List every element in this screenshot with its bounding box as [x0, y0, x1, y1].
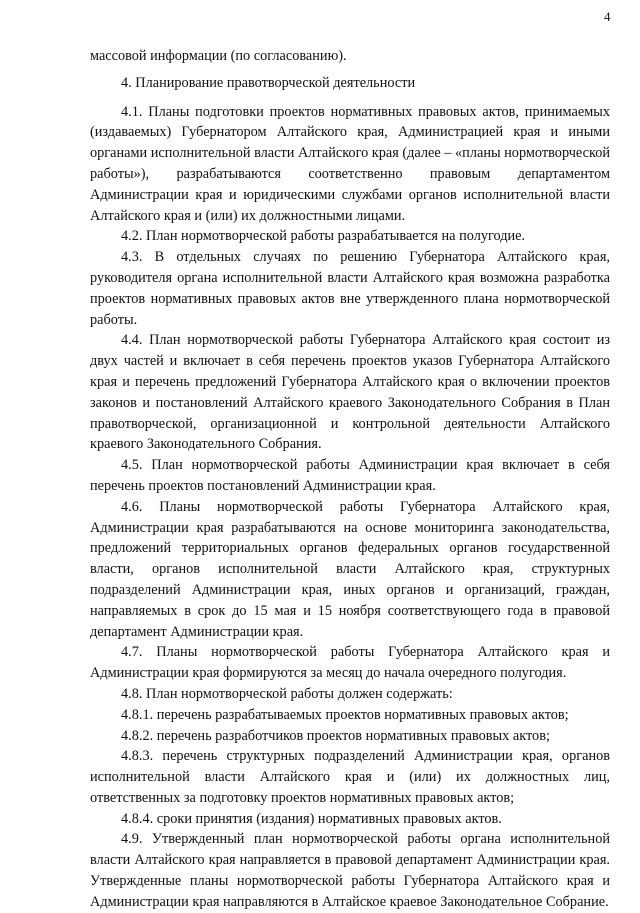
paragraph-4-2: 4.2. План нормотворческой работы разрабатывается на полугодие.: [121, 228, 526, 245]
paragraph-continuation: массовой информации (по согласованию).: [90, 48, 347, 64]
paragraph-4-8-4: 4.8.4. сроки принятия (издания) нормативных правовых актов.: [121, 810, 502, 827]
paragraph-4-8: 4.8. План нормотворческой работы должен содержать:: [121, 685, 453, 702]
section-heading: 4. Планирование правотворческой деятельности: [121, 74, 416, 91]
paragraph-4-3: 4.3. В отдельных случаях по решению Губернатора Алтайского края, руководителя органа исполнительной власти Алтайского края возможна разработка проектов нормативных правовых актов вне утвержденного плана нормотворческой работы.: [90, 249, 610, 328]
paragraph-4-8-2: 4.8.2. перечень разработчиков проектов нормативных правовых актов;: [121, 727, 550, 744]
document-body: [90, 46, 610, 913]
paragraph-4-9: 4.9. Утвержденный план нормотворческой работы органа исполнительной власти Алтайского края направляется в правовой департамент Администрации края. Утвержденные планы нормотворческой работы Губернатора Алтайского края и Администрации края направляются в Алтайское краевое Законодательное Собрание.: [90, 831, 610, 910]
page-number: 4: [604, 9, 611, 24]
paragraph-4-4: 4.4. План нормотворческой работы Губернатора Алтайского края состоит из двух частей и включает в себя перечень проектов указов Губернатора Алтайского края и перечень предложений Губернатора Алтайского края о включении проектов законов и постановлений Алтайского краевого Законодательного Собрания в План правотворческой, организационной и контрольной деятельности Алтайского краевого Законодательного Собрания.: [90, 332, 610, 453]
paragraph-4-7: 4.7. Планы нормотворческой работы Губернатора Алтайского края и Администрации края формируются за месяц до начала очередного полугодия.: [90, 644, 610, 682]
paragraph-4-8-1: 4.8.1. перечень разрабатываемых проектов нормативных правовых актов;: [121, 706, 569, 723]
paragraph-4-6: 4.6. Планы нормотворческой работы Губернатора Алтайского края, Администрации края разрабатываются на основе мониторинга законодательства, предложений территориальных органов федеральных органов государственной власти, органов исполнительной власти Алтайского края, структурных подразделений Администрации края, иных органов и организаций, граждан, направляемых в срок до 15 мая и 15 ноября соответствующего года в правовой департамент Администрации края.: [90, 498, 610, 640]
paragraph-4-1: 4.1. Планы подготовки проектов нормативных правовых актов, принимаемых (издаваемых) Губернатором Алтайского края, Администрацией края и иными органами исполнительной власти Алтайского края (далее – «планы нормотворческой работы»), разрабатываются соответственно правовым департаментом Администрации края и юридическими службами органов исполнительной власти Алтайского края и (или) их должностными лицами.: [90, 103, 610, 224]
paragraph-4-5: 4.5. План нормотворческой работы Администрации края включает в себя перечень проектов постановлений Администрации края.: [90, 457, 610, 494]
paragraph-4-8-3: 4.8.3. перечень структурных подразделений Администрации края, органов исполнительной власти Алтайского края и (или) их должностных лиц, ответственных за подготовку проектов нормативных правовых актов;: [90, 748, 610, 806]
